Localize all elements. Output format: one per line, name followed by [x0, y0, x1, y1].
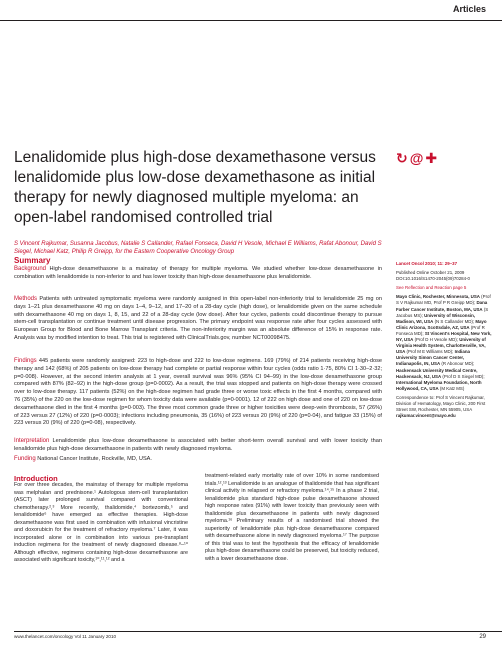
affiliation-people: (S Jacobus MS); — [396, 306, 489, 318]
published-online: Published Online October 21, 2009 DOI:10.1016/S1470-2045(09)70284-0 — [396, 270, 470, 282]
correspondence-address: Prof S Vincent Rajkumar, Division of Hematology, Mayo Clinic, 200 First Street SW, Rochester, MN 55905, USA — [396, 394, 486, 413]
introduction-heading: Introduction — [14, 474, 58, 483]
affiliation-name: Dana Farber Cancer Institute, Boston, MA, USA — [396, 300, 488, 312]
findings-label: Findings — [14, 358, 37, 364]
funding-text: National Cancer Institute, Rockville, MD, USA. — [37, 456, 152, 462]
correspondence-email[interactable]: rajkumar.vincent@mayo.edu — [396, 413, 456, 419]
summary-funding — [14, 456, 382, 464]
interpretation-text: Lenalidomide plus low-dose dexamethasone is associated with better short-term overall survival and with lower toxicity than lenalidomide plus high-dose dexamethasone in patients with newly diagnosed myeloma. — [14, 438, 382, 452]
funding-label: Funding — [14, 456, 36, 462]
footer-rule — [14, 631, 502, 632]
affiliation-name: Indiana University Simon Cancer Center, Indianapolis, IN, USA — [396, 349, 470, 367]
open-access-icon: ↻ — [396, 150, 408, 166]
affiliation-name: Mayo Clinic Arizona, Scottsdale, AZ, USA — [396, 318, 487, 330]
footer-journal[interactable]: www.thelancet.com/oncology Vol 11 January 2010 — [14, 634, 117, 639]
affiliation-people: (Prof R Fonseca MD); — [396, 324, 485, 336]
sidebar — [396, 261, 492, 422]
introduction-column-2: treatment-related early mortality rate of over 10% in some randomised trials.¹²,¹³ Lenalidomide is an analogue of thalidomide that has significant clinical activity in relapsed or refractory myeloma.¹⁴,¹⁵ In a phase 2 trial, lenalidomide plus standard high-dose pulse dexamethasone showed high response rates (91%) with lower toxicity than previously seen with thalidomide plus dexamethasone in patients with newly diagnosed myeloma.¹⁶ Preliminary results of a randomised trial showed the superiority of lenalidomide plus high-dose dexamethasone compared with dexamethasone alone in newly diagnosed myeloma.¹⁷ The purpose of this trial was to test the hypothesis that the efficacy of lenalidomide plus high-dose dexamethasone could be preserved, but toxicity reduced, with a lower dexamethasone dose. — [205, 473, 379, 562]
summary-findings — [14, 358, 382, 428]
introduction-column-1: For over three decades, the mainstay of therapy for multiple myeloma was melphalan and prednisone.¹ Autologous stem-cell transplantation (ASCT) later prolonged survival compared with conventional chemotherapy.²,³ More recently, thalidomide,⁴ bortezomib,⁵ and lenalidomide⁶ have emerged as effective therapies. High-dose dexamethasone was first used in combination with infusional vincristine and doxorubicin for the treatment of refractory myeloma.⁷ Later, it was incorporated alone or in combination into various pre-transplant induction regimens for the treatment of newly diagnosed disease.⁸–¹⁰ Although effective, regimens containing high-dose dexamethasone are associated with significant toxicity,¹⁰,¹¹,¹² and a — [14, 482, 188, 563]
header-rule — [0, 20, 502, 21]
summary-background — [14, 266, 382, 282]
summary-interpretation — [14, 438, 382, 454]
background-text: High-dose dexamethasone is a mainstay of therapy for multiple myeloma. We studied whether low-dose dexamethasone in combination with lenalidomide is non-inferior to and has lower toxicity than high-dose dexamethasone plus lenalidomide. — [14, 266, 382, 280]
author-list: S Vincent Rajkumar, Susanna Jacobus, Natalie S Callander, Rafael Fonseca, David H Vesole, Michael E Williams, Rafat Abonour, David S Siegel, Michael Katz, Philip R Greipp, for the Eastern Cooperative Oncology Group — [14, 241, 382, 255]
background-label: Background — [14, 266, 47, 272]
methods-label: Methods — [14, 296, 38, 302]
methods-text: Patients with untreated symptomatic myeloma were randomly assigned in this open-label non-inferiority trial to lenalidomide 25 mg on days 1–21 plus dexamethasone 40 mg on days 1–4, 9–12, and 17–20 of a 28-day cycle (high dose), or lenalidomide given on the same schedule with dexamethasone 40 mg on days 1, 8, 15, and 22 of a 28-day cycle (low dose). After four cycles, patients could discontinue therapy to pursue stem-cell transplantation or continue treatment until disease progression. The primary endpoint was response rate after four cycles assessed with European Group for Blood and Bone Marrow Transplant criteria. The non-inferiority margin was an absolute difference of 15% in response rate. Analysis was by modified intention to treat. This trial is registered with ClinicalTrials.gov, number NCT00098475. — [14, 296, 382, 341]
affiliation-people: (Prof S V Rajkumar MD, Prof P R Greipp MD); — [396, 294, 491, 306]
logo-group — [396, 148, 437, 168]
affiliation-name: St Vincent's Hospital, New York, NY, USA — [396, 330, 492, 343]
plus-icon: ✚ — [425, 150, 438, 166]
affiliation-people: (Prof M E Williams MD); — [406, 349, 454, 355]
email-icon: @ — [409, 150, 424, 166]
affiliation-name: University of Virginia Health System, Charlottesville, VA, USA — [396, 337, 486, 355]
affiliation-people: (M Katz MS) — [439, 385, 465, 391]
affiliation-people: (N S Callander MD); — [434, 318, 475, 324]
findings-text: 445 patients were randomly assigned: 223 to high-dose and 222 to low-dose regimens. 169 (79%) of 214 patients receiving high-dose therapy and 142 (68%) of 205 patients on low-dose therapy had complete or partial response within four cycles (odds ratio 1·75, 80% CI 1·30–2·32; p=0·008). However, at the second interim analysis at 1 year, overall survival was 96% (95% CI 94–99) in the low-dose dexamethasone group compared with 87% (82–92) in the high-dose group (p=0·0002). As a result, the trial was stopped and patients on high-dose therapy were crossed over to low-dose therapy. 117 patients (52%) on the high-dose regimen had grade three or worse toxic effects in the first 4 months, compared with 76 (35%) of the 220 on the low-dose regimen for whom toxicity data were available (p=0·0001). 12 of 222 on high dose and one of 220 on low-dose dexamethasone died in the first 4 months (p=0·003). The three most common grade three or higher toxicities were deep-vein thrombosis, 57 (26%) of 223 versus 27 (12%) of 220 (p=0·0003); infections including pneumonia, 35 (16%) of 223 versus 20 (9%) of 220 (p=0·04), and fatigue 33 (15%) of 223 versus 20 (9%) of 220 (p=0·08), respectively. — [14, 358, 382, 427]
see-also-link[interactable]: See Reflection and Reaction page 5 — [396, 285, 467, 291]
article-title: Lenalidomide plus high-dose dexamethasone versus lenalidomide plus low-dose dexamethasone as initial therapy for newly diagnosed multiple myeloma: an open-label randomised controlled trial — [14, 149, 376, 226]
affiliation-name: Mayo Clinic, Rochester, Minnesota, USA — [396, 294, 480, 300]
section-label: Articles — [452, 4, 486, 14]
affiliation-name: University of Wisconsin, Madison, WI, USA — [396, 312, 476, 324]
summary-methods — [14, 296, 382, 343]
interpretation-label: Interpretation — [14, 438, 50, 444]
citation: Lancet Oncol 2010; 11: 29–37 — [396, 261, 458, 266]
affiliation-people: (R Abonour MD); — [441, 361, 475, 367]
summary-heading: Summary — [14, 256, 51, 265]
page-number: 29 — [479, 634, 486, 640]
affiliation-name: International Myeloma Foundation, North Hollywood, CA, USA — [396, 379, 482, 391]
affiliation-name: Hackensack University Medical Centre, Hackensack, NJ, USA — [396, 367, 478, 379]
affiliation-people: (Prof D S Siegel MD); — [442, 373, 485, 379]
correspondence-label: Correspondence to: — [396, 394, 435, 400]
affiliation-people: (Prof D H Vesole MD); — [414, 337, 458, 343]
